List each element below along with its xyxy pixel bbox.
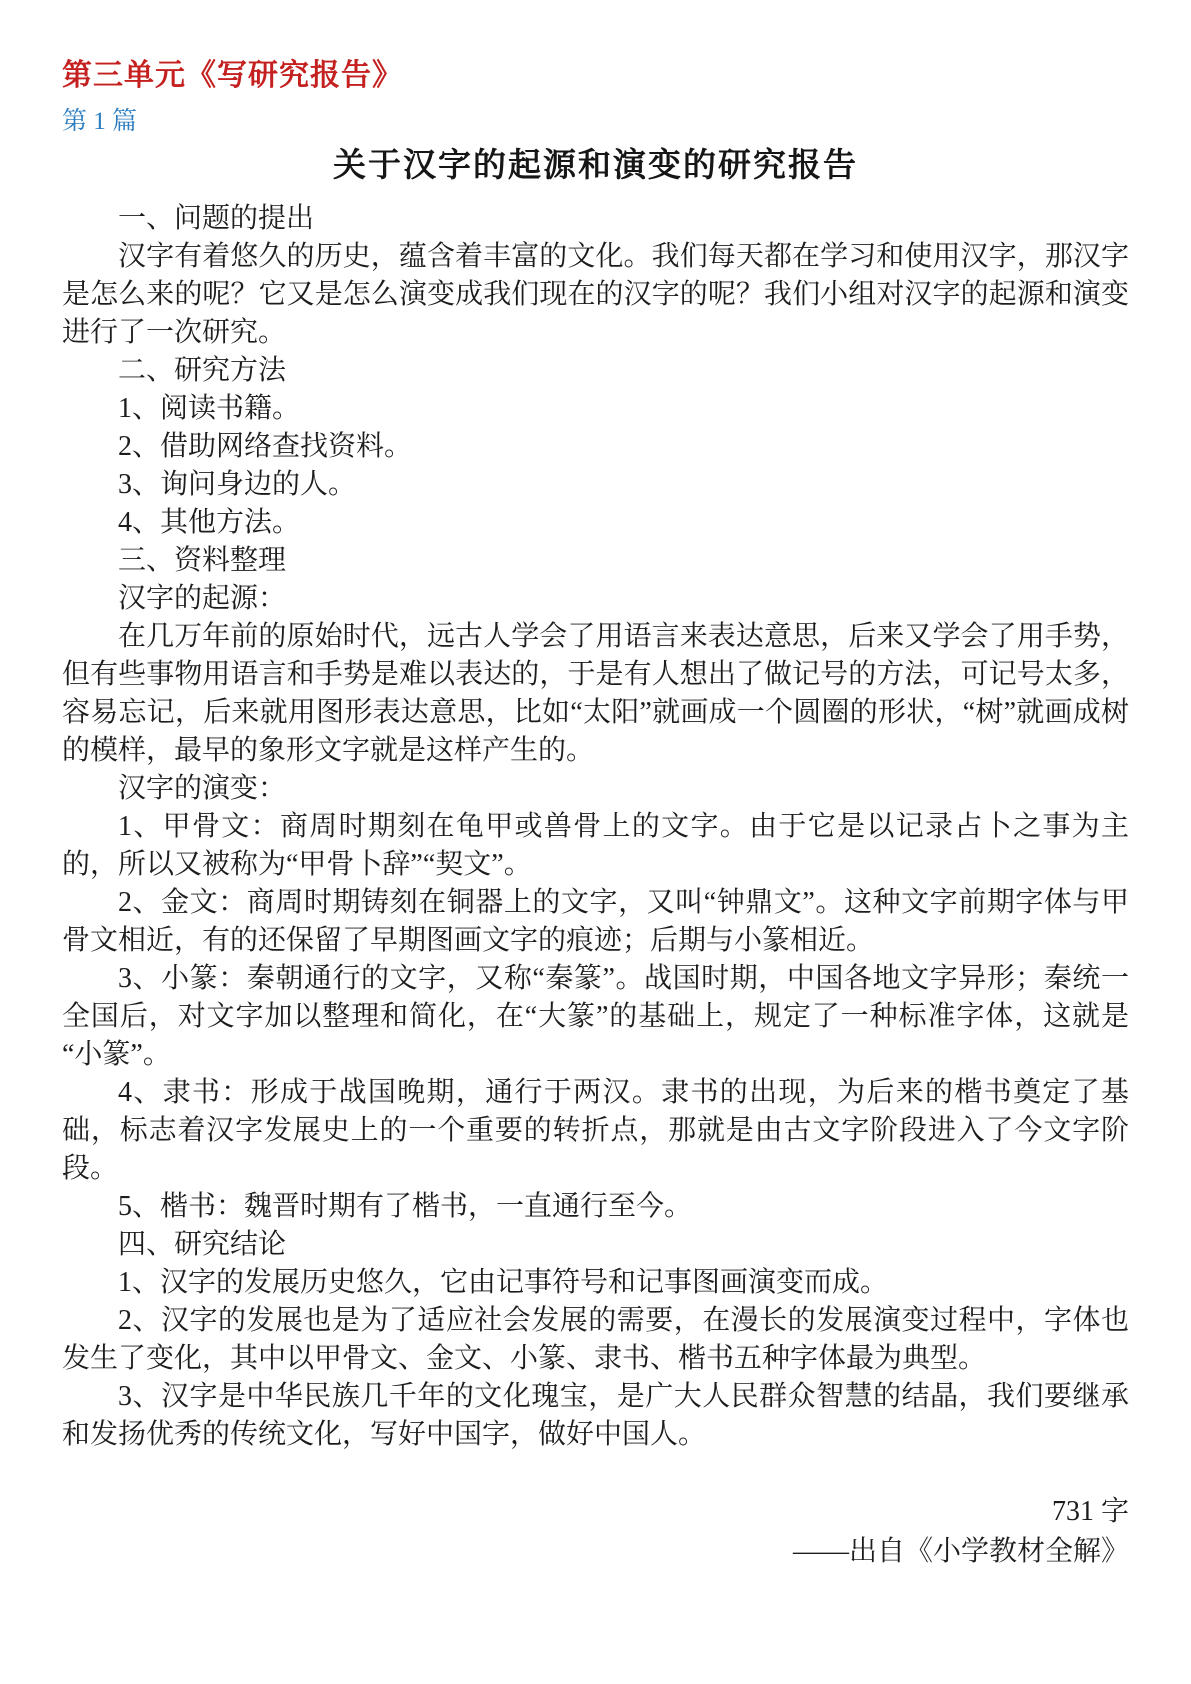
unit-heading: 第三单元《写研究报告》 [62, 59, 403, 92]
word-count: 731 字 [1051, 1496, 1129, 1527]
paragraph: 3、询问身边的人。 [118, 469, 357, 500]
paragraph: 一、问题的提出 [118, 203, 315, 234]
paragraph: 1、汉字的发展历史悠久，它由记事符号和记事图画演变而成。 [118, 1267, 889, 1298]
paragraph: 2、借助网络查找资料。 [118, 431, 413, 462]
paragraph: 1、阅读书籍。 [118, 393, 301, 424]
paragraph: 汉字的起源： [118, 583, 287, 614]
report-title: 关于汉字的起源和演变的研究报告 [333, 148, 858, 184]
paragraph: 2、汉字的发展也是为了适应社会发展的需要，在漫长的发展演变过程中，字体也发生了变化，其中以甲骨文、金文、小篆、隶书、楷书五种字体最为典型。 [62, 1305, 1129, 1374]
article-number-label: 第 1 篇 [62, 108, 138, 135]
paragraph: 5、楷书：魏晋时期有了楷书，一直通行至今。 [118, 1191, 693, 1222]
source-attribution: ——出自《小学教材全解》 [792, 1536, 1129, 1567]
paragraph: 3、小篆：秦朝通行的文字，又称“秦篆”。战国时期，中国各地文字异形；秦统一全国后，对文字加以整理和简化，在“大篆”的基础上，规定了一种标准字体，这就是“小篆”。 [62, 963, 1129, 1070]
paragraph: 4、隶书：形成于战国晚期，通行于两汉。隶书的出现，为后来的楷书奠定了基础，标志着汉字发展史上的一个重要的转折点，那就是由古文字阶段进入了今文字阶段。 [62, 1077, 1129, 1184]
paragraph: 4、其他方法。 [118, 507, 301, 538]
paragraph: 在几万年前的原始时代，远古人学会了用语言来表达意思，后来又学会了用手势，但有些事物用语言和手势是难以表达的，于是有人想出了做记号的方法，可记号太多，容易忘记，后来就用图形表达意思，比如“太阳”就画成一个圆圈的形状，“树”就画成树的模样，最早的象形文字就是这样产生的。 [62, 621, 1129, 766]
paragraph: 四、研究结论 [118, 1229, 287, 1260]
paragraph: 二、研究方法 [118, 355, 287, 386]
paragraph: 三、资料整理 [118, 545, 287, 576]
report-body [62, 200, 1129, 1454]
paragraph: 汉字有着悠久的历史，蕴含着丰富的文化。我们每天都在学习和使用汉字，那汉字是怎么来的呢？它又是怎么演变成我们现在的汉字的呢？我们小组对汉字的起源和演变进行了一次研究。 [62, 241, 1129, 348]
paragraph: 汉字的演变： [118, 773, 287, 804]
paragraph: 1、甲骨文：商周时期刻在龟甲或兽骨上的文字。由于它是以记录占卜之事为主的，所以又被称为“甲骨卜辞”“契文”。 [62, 811, 1129, 880]
paragraph: 3、汉字是中华民族几千年的文化瑰宝，是广大人民群众智慧的结晶，我们要继承和发扬优秀的传统文化，写好中国字，做好中国人。 [62, 1381, 1129, 1450]
report-footer [62, 1492, 1129, 1572]
paragraph: 2、金文：商周时期铸刻在铜器上的文字，又叫“钟鼎文”。这种文字前期字体与甲骨文相近，有的还保留了早期图画文字的痕迹；后期与小篆相近。 [62, 887, 1129, 956]
